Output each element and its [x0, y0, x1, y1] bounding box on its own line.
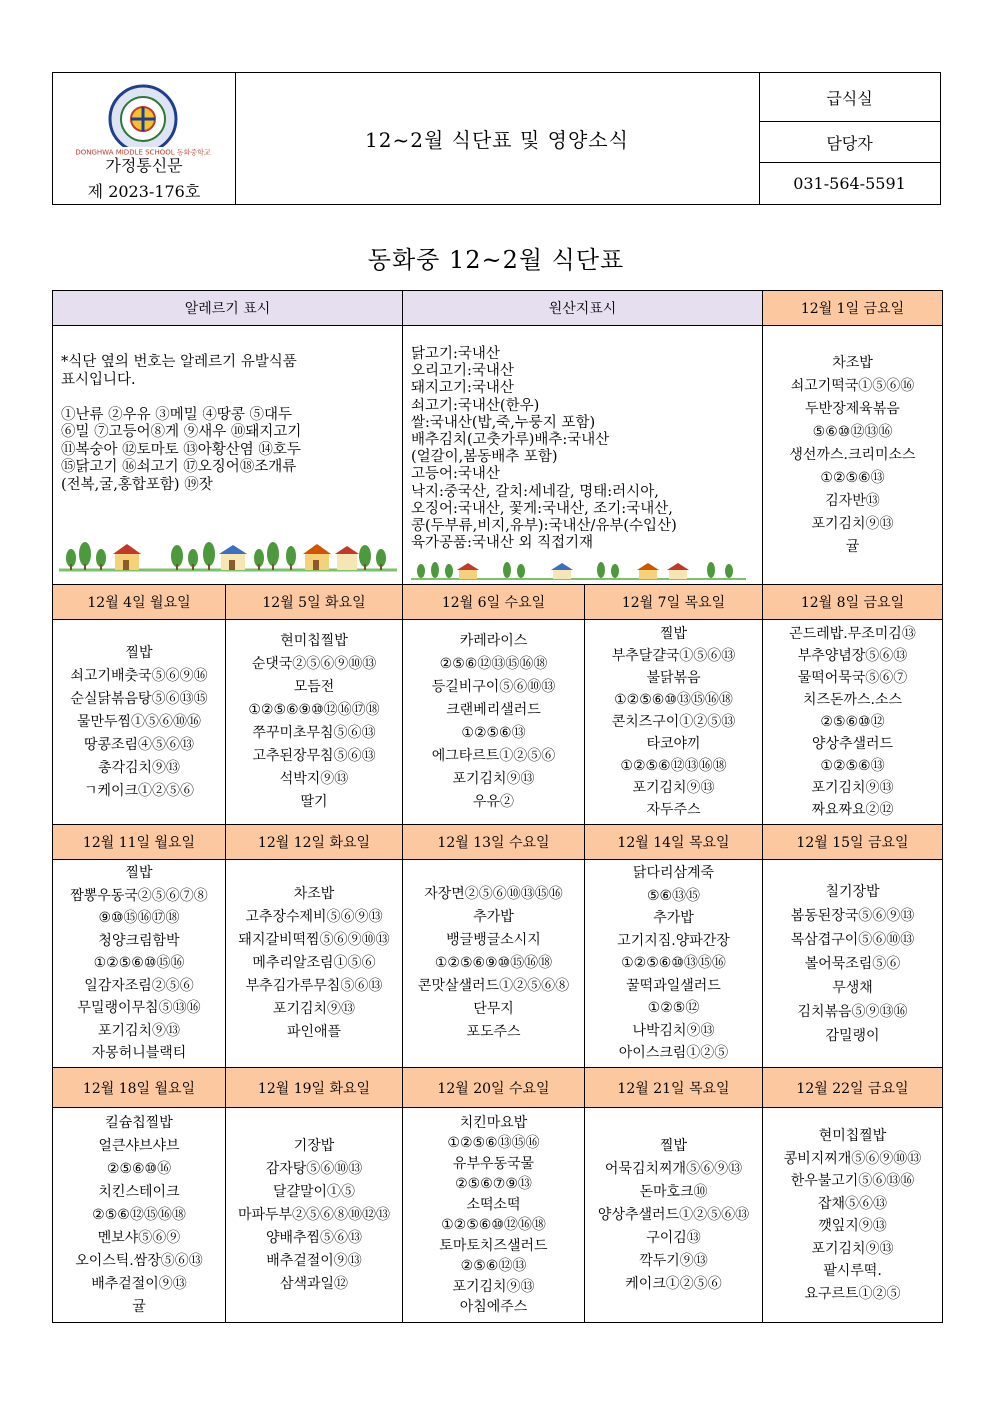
menu-item: 곤드레밥.무조미김⑬ [789, 626, 916, 642]
menu-item: 뱅글뱅글소시지 [446, 932, 541, 948]
menu-item: 고기지짐.양파간장 [617, 932, 730, 949]
day-header: 12월 7일 목요일 [585, 585, 763, 620]
menu-item: ①②⑤⑥⑬⑮⑯ [447, 1135, 540, 1151]
menu-item: 자두주스 [646, 802, 701, 818]
menu-item: 순댓국②⑤⑥⑨⑩⑬ [251, 656, 377, 672]
day-menu [763, 326, 942, 585]
menu-item: 김자반⑬ [825, 492, 880, 509]
day-menu [585, 860, 763, 1068]
menu-item: 기장밥 [293, 1137, 335, 1154]
menu-item: 구이김⑬ [646, 1229, 701, 1246]
menu-item: 차조밥 [832, 354, 873, 371]
menu-item: 카레라이스 [459, 633, 528, 649]
day-menu [763, 1108, 942, 1322]
menu-item: 찔밥 [125, 865, 153, 882]
day-menu [403, 620, 585, 825]
menu-item: 팥시루떡. [823, 1263, 882, 1279]
allergy-line: ⑮닭고기 ⑯쇠고기 ⑰오징어⑱조개류 [61, 459, 297, 475]
menu-item: 자장면②⑤⑥⑩⑬⑮⑯ [424, 886, 563, 902]
day-menu [585, 620, 763, 825]
menu-item: 땅콩조림④⑤⑥⑬ [83, 736, 195, 753]
document-title: 12~2월 식단표 및 영양소식 [235, 73, 760, 204]
menu-item: 부추김가루무침⑤⑥⑬ [245, 978, 383, 994]
menu-item: 순실닭볶음탕⑤⑥⑬⑮ [70, 690, 208, 707]
menu-item: ②⑤⑥⑫⑬⑮⑯⑱ [439, 656, 548, 672]
menu-item: 깍두기⑨⑬ [639, 1252, 708, 1269]
origin-line: 쇠고기:국내산(한우) [411, 397, 540, 414]
menu-item: ②⑤⑥⑫⑮⑯⑱ [92, 1206, 186, 1223]
menu-item: 불닭볶음 [646, 670, 701, 686]
menu-item: ②⑤⑥⑦⑨⑬ [455, 1176, 532, 1192]
menu-item: 포기김치⑨⑬ [811, 515, 894, 532]
menu-item: 물만두찜①⑤⑥⑩⑯ [76, 713, 202, 730]
school-logo-icon [75, 83, 211, 163]
day-header: 12월 8일 금요일 [763, 585, 942, 620]
day-header: 12월 13일 수요일 [403, 825, 585, 860]
day-header: 12월 22일 금요일 [763, 1068, 942, 1108]
day-header: 12월 6일 수요일 [403, 585, 585, 620]
village-illustration-icon [411, 558, 746, 582]
menu-item: 감밀랭이 [825, 1027, 880, 1044]
menu-item: 고추장수제비⑤⑥⑨⑬ [245, 909, 383, 925]
menu-item: 무밀랭이무침⑤⑬⑯ [77, 1000, 201, 1017]
menu-item: 소떡소떡 [466, 1196, 521, 1213]
menu-item: 포기김치⑨⑬ [811, 780, 894, 796]
day-header: 12월 4일 월요일 [53, 585, 226, 620]
page-title: 동화중 12~2월 식단표 [367, 246, 625, 274]
menu-item: 쭈꾸미초무침⑤⑥⑬ [252, 725, 376, 741]
phone-number: 031-564-5591 [793, 174, 906, 193]
menu-item: 배추겉절이⑨⑬ [91, 1275, 187, 1292]
menu-item: 포기김치⑨⑬ [632, 780, 715, 796]
menu-item: 양배추찜⑤⑥⑬ [265, 1229, 363, 1246]
menu-item: ①②⑤⑥⑬ [820, 758, 885, 774]
menu-item: 딸기 [300, 794, 328, 810]
menu-item: 부추양념장⑤⑥⑬ [797, 648, 908, 664]
origin-line: 쌀:국내산(밥,죽,누룽지 포함) [411, 414, 596, 431]
menu-item: 콘맛살샐러드①②⑤⑥⑧ [417, 978, 570, 994]
allergy-line: ①난류 ②우유 ③메밀 ④땅콩 ⑤대두 [61, 406, 293, 423]
menu-item: 칠기장밥 [825, 883, 880, 900]
menu-item: 마파두부②⑤⑥⑧⑩⑫⑬ [237, 1206, 391, 1223]
menu-item: 봄동된장국⑤⑥⑨⑬ [790, 907, 915, 924]
menu-item: 크랜베리샐러드 [446, 702, 541, 718]
menu-item: 돈마호크⑩ [639, 1183, 708, 1200]
day-header: 12월 1일 금요일 [763, 291, 942, 326]
menu-item: 포기김치⑨⑬ [272, 1001, 356, 1017]
menu-item: 오이스틱.쌈장⑤⑥⑬ [75, 1252, 203, 1269]
menu-item: 얼큰샤브샤브 [98, 1137, 180, 1154]
menu-item: ②⑤⑥⑫⑬ [460, 1258, 527, 1274]
menu-item: ①②⑤⑥⑬ [820, 469, 885, 486]
allergy-header: 알레르기 표시 [53, 291, 403, 326]
menu-item: 김치볶음⑤⑨⑬⑯ [797, 1003, 908, 1020]
day-header: 12월 18일 월요일 [53, 1068, 226, 1108]
day-menu [763, 860, 942, 1068]
menu-item: 모듬전 [293, 679, 335, 695]
menu-item: 치킨스테이크 [98, 1183, 180, 1200]
allergy-line: ⑪복숭아 ⑫토마토 ⑬아황산염 ⑭호두 [61, 441, 301, 458]
day-menu [403, 1108, 585, 1322]
menu-item: 메추리알조림①⑤⑥ [252, 955, 376, 971]
origin-line: 배추김치(고춧가루)배추:국내산 [411, 432, 610, 449]
menu-item: 치킨마요밥 [459, 1114, 528, 1131]
logo-text: DONGHWA MIDDLE SCHOOL 동화중학교 [75, 148, 211, 157]
menu-item: 콘치즈구이①②⑤⑬ [611, 714, 736, 730]
menu-item: 자몽허니블랙티 [91, 1045, 187, 1062]
menu-item: ①②⑤⑥⑩⑫⑯⑱ [441, 1217, 546, 1233]
menu-item: ①②⑤⑥⑩⑬⑮⑯⑱ [614, 692, 733, 708]
menu-item: ㄱ케이크①②⑤⑥ [83, 782, 195, 799]
menu-item: 현미칩찔밥 [280, 633, 348, 649]
menu-item: 꿀떡과일샐러드 [626, 977, 721, 994]
menu-item: 어묵김치찌개⑤⑥⑨⑬ [604, 1160, 743, 1177]
day-header: 12월 12일 화요일 [226, 825, 403, 860]
menu-item: 포기김치⑨⑬ [452, 1278, 535, 1295]
allergy-line: *식단 옆의 번호는 알레르기 유발식품 [61, 354, 297, 370]
menu-item: 파인애플 [286, 1024, 342, 1040]
day-menu [53, 1108, 226, 1322]
day-menu [585, 1108, 763, 1322]
origin-line: 오징어:국내산, 꽃게:국내산, 조기:국내산, [411, 500, 673, 517]
menu-item: 볼어묵조림⑤⑥ [804, 955, 901, 972]
menu-item: 양상추샐러드①②⑤⑥⑬ [597, 1206, 750, 1223]
menu-item: 케이크①②⑤⑥ [625, 1275, 722, 1292]
menu-grid [52, 290, 943, 1323]
day-header: 12월 19일 화요일 [226, 1068, 403, 1108]
header-right-cell [759, 73, 940, 204]
menu-item: 콩비지찌개⑤⑥⑨⑩⑬ [783, 1150, 922, 1167]
menu-item: 돼지갈비떡찜⑤⑥⑨⑩⑬ [238, 932, 390, 948]
menu-item: 깻잎지⑨⑬ [818, 1218, 887, 1234]
origin-line: 육가공품:국내산 외 직접기재 [411, 535, 594, 552]
menu-item: ①②⑤⑫ [647, 1000, 700, 1017]
day-menu [403, 860, 585, 1068]
menu-item: 두반장제육볶음 [805, 400, 900, 417]
origin-line: 돼지고기:국내산 [411, 380, 514, 397]
origin-line: 오리고기:국내산 [411, 363, 514, 380]
allergy-line: ⑥밀 ⑦고등어⑧게 ⑨새우 ⑩돼지고기 [61, 424, 302, 440]
menu-item: 삼색과일⑫ [279, 1275, 349, 1292]
day-menu [763, 620, 942, 825]
menu-item: 우유② [472, 794, 515, 810]
menu-item: 목삼겹구이⑤⑥⑩⑬ [790, 931, 915, 948]
menu-item: ①②⑤⑥⑨⑩⑫⑯⑰⑱ [248, 702, 380, 718]
menu-item: 아침에주스 [459, 1299, 528, 1315]
day-header: 12월 20일 수요일 [403, 1068, 585, 1108]
menu-item: 닭다리삼계죽 [632, 865, 715, 882]
menu-item: 생선까스.크리미소스 [789, 446, 916, 463]
menu-item: 일감자조림②⑤⑥ [84, 977, 194, 994]
menu-item: 포기김치⑨⑬ [97, 1022, 181, 1039]
menu-item: 등길비구이⑤⑥⑩⑬ [431, 679, 556, 695]
menu-item: 부추달걀국①⑤⑥⑬ [611, 648, 736, 664]
village-illustration-icon [59, 532, 397, 574]
menu-item: 짬뽕우동국②⑤⑥⑦⑧ [70, 887, 208, 904]
menu-item: 포기김치⑨⑬ [452, 771, 535, 787]
menu-item: 찔밥 [659, 1137, 688, 1154]
menu-item: 쇠고기배춧국⑤⑥⑨⑯ [70, 667, 208, 684]
menu-item: 단무지 [473, 1001, 514, 1017]
day-header: 12월 21일 목요일 [585, 1068, 763, 1108]
menu-item: 찔밥 [659, 626, 688, 642]
menu-item: 추가밥 [473, 909, 514, 925]
menu-item: 타코야끼 [646, 736, 701, 752]
menu-item: 멘보샤⑤⑥⑨ [97, 1229, 181, 1246]
menu-item: ⑤⑥⑩⑫⑬⑯ [812, 423, 893, 440]
origin-line: 낙지:중국산, 갈치:세네갈, 명태:러시아, [411, 483, 659, 500]
menu-item: 고추된장무침⑤⑥⑬ [252, 748, 376, 764]
menu-item: 에그타르트①②⑤⑥ [431, 748, 556, 764]
menu-item: 귤 [132, 1298, 146, 1315]
menu-item: ①②⑤⑥⑩⑮⑯ [93, 955, 185, 972]
origin-line: 닭고기:국내산 [411, 346, 500, 362]
allergy-line: (전복,굴,홍합포함) ⑲잣 [61, 476, 213, 493]
origin-info [403, 326, 763, 585]
dept-label: 급식실 [759, 73, 940, 122]
header-box [52, 72, 941, 205]
allergy-line: 표시입니다. [61, 371, 136, 388]
day-menu [53, 860, 226, 1068]
origin-header: 원산지표시 [403, 291, 763, 326]
menu-item: 포도주스 [466, 1024, 521, 1040]
menu-item: 무생채 [832, 979, 873, 996]
day-header: 12월 15일 금요일 [763, 825, 942, 860]
menu-item: ⑨⑩⑮⑯⑰⑱ [98, 910, 180, 927]
menu-item: 현미칩찔밥 [818, 1128, 887, 1144]
menu-item: 쇠고기떡국①⑤⑥⑯ [790, 377, 915, 394]
menu-item: 달걀말이①⑤ [272, 1183, 356, 1200]
origin-line: (얼갈이,봄동배추 포함) [411, 449, 558, 466]
day-menu [53, 620, 226, 825]
day-menu [226, 620, 403, 825]
menu-item: 찔밥 [125, 644, 153, 661]
day-header: 12월 14일 목요일 [585, 825, 763, 860]
menu-item: ①②⑤⑥⑫⑬⑯⑱ [620, 758, 727, 774]
menu-item: 잡채⑤⑥⑬ [817, 1195, 888, 1212]
menu-item: ②⑤⑥⑩⑫ [820, 714, 885, 730]
menu-item: 양상추샐러드 [811, 736, 894, 752]
day-menu [226, 860, 403, 1068]
origin-line: 고등어:국내산 [411, 466, 500, 483]
allergy-info [53, 326, 403, 585]
origin-line: 콩(두부류,비지,유부):국내산/유부(수입산) [411, 518, 677, 535]
menu-item: ⑤⑥⑬⑮ [646, 887, 701, 904]
header-left-cell [53, 73, 236, 204]
menu-item: 청양크림함박 [98, 932, 180, 949]
menu-item: 추가밥 [653, 910, 694, 927]
menu-item: ②⑤⑥⑩⑯ [106, 1160, 172, 1177]
menu-item: 킬슘칩찔밥 [105, 1114, 173, 1131]
menu-item: 감자탕⑤⑥⑩⑬ [265, 1160, 363, 1177]
person-label: 담당자 [759, 122, 940, 163]
day-header: 12월 11일 월요일 [53, 825, 226, 860]
day-menu [226, 1108, 403, 1322]
menu-item: 포기김치⑨⑬ [811, 1240, 894, 1257]
menu-item: ①②⑤⑥⑨⑩⑮⑯⑱ [434, 955, 553, 971]
menu-item: 치즈돈까스.소스 [802, 692, 903, 708]
menu-item: 요구르트①②⑤ [804, 1285, 901, 1302]
menu-item: 나박김치⑨⑬ [632, 1022, 715, 1039]
allergy-line [61, 389, 402, 407]
menu-item: 총각김치⑨⑬ [97, 759, 181, 776]
menu-item: 배추겉절이⑨⑬ [266, 1252, 362, 1269]
menu-item: 한우불고기⑤⑥⑬⑯ [790, 1173, 915, 1189]
menu-item: 귤 [845, 538, 860, 555]
newsletter-label: 가정통신문 [105, 156, 183, 175]
menu-item: 유부우동국물 [452, 1155, 535, 1172]
menu-item: 석박지⑨⑬ [279, 771, 349, 787]
menu-item: ①②⑤⑥⑩⑬⑮⑯ [621, 955, 726, 972]
menu-item: 차조밥 [293, 886, 335, 902]
menu-item: ①②⑤⑥⑬ [461, 725, 526, 741]
menu-item: 물떡어묵국⑤⑥⑦ [797, 670, 908, 686]
menu-item: 토마토치즈샐러드 [439, 1237, 548, 1254]
day-header: 12월 5일 화요일 [226, 585, 403, 620]
menu-item: 아이스크림①②⑤ [618, 1045, 729, 1062]
issue-number: 제 2023-176호 [87, 182, 201, 201]
menu-item: 짜요짜요②⑫ [811, 802, 894, 818]
